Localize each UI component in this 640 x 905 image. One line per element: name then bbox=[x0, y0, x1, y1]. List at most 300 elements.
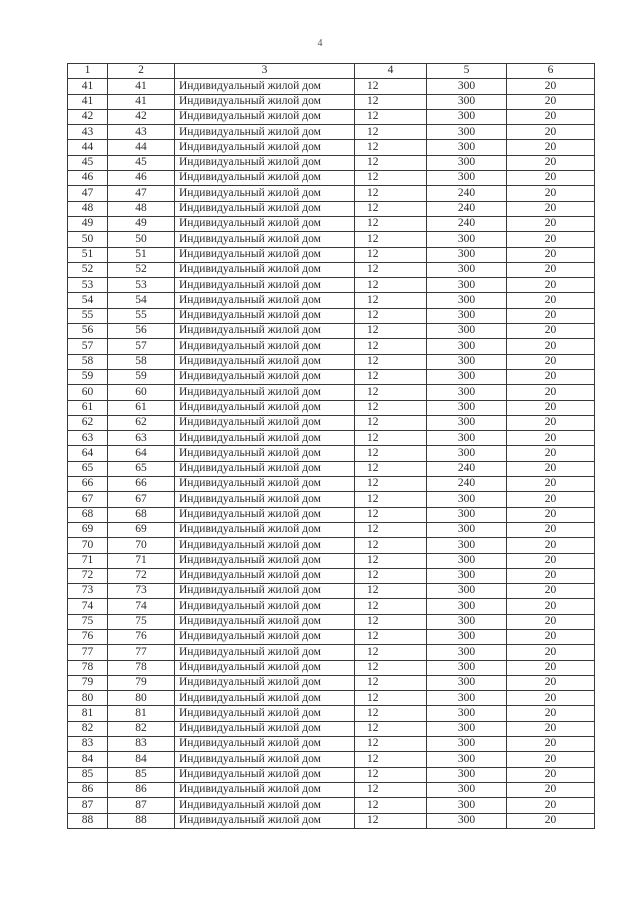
table-row bbox=[68, 461, 595, 476]
cell-col-1: 60 bbox=[68, 385, 108, 400]
cell-col-1: 59 bbox=[68, 369, 108, 384]
cell-col-1: 67 bbox=[68, 492, 108, 507]
table-row bbox=[68, 614, 595, 629]
cell-col-6: 20 bbox=[507, 369, 595, 384]
cell-col-2: 81 bbox=[108, 706, 175, 721]
cell-col-5: 300 bbox=[427, 782, 507, 797]
cell-col-3: Индивидуальный жилой дом bbox=[175, 155, 355, 170]
cell-col-2: 86 bbox=[108, 782, 175, 797]
cell-col-5: 300 bbox=[427, 339, 507, 354]
cell-col-6: 20 bbox=[507, 538, 595, 553]
cell-col-1: 45 bbox=[68, 155, 108, 170]
cell-col-3: Индивидуальный жилой дом bbox=[175, 186, 355, 201]
cell-col-1: 53 bbox=[68, 278, 108, 293]
cell-col-6: 20 bbox=[507, 522, 595, 537]
cell-col-1: 49 bbox=[68, 216, 108, 231]
table-row bbox=[68, 507, 595, 522]
cell-col-3: Индивидуальный жилой дом bbox=[175, 798, 355, 813]
table-row bbox=[68, 369, 595, 384]
cell-col-4: 12 bbox=[355, 155, 427, 170]
cell-col-6: 20 bbox=[507, 125, 595, 140]
cell-col-4: 12 bbox=[355, 201, 427, 216]
table-row bbox=[68, 522, 595, 537]
cell-col-6: 20 bbox=[507, 247, 595, 262]
cell-col-1: 42 bbox=[68, 109, 108, 124]
cell-col-1: 70 bbox=[68, 538, 108, 553]
cell-col-6: 20 bbox=[507, 324, 595, 339]
cell-col-2: 73 bbox=[108, 584, 175, 599]
cell-col-2: 85 bbox=[108, 767, 175, 782]
header-row bbox=[68, 64, 595, 79]
cell-col-6: 20 bbox=[507, 431, 595, 446]
cell-col-1: 71 bbox=[68, 553, 108, 568]
cell-col-4: 12 bbox=[355, 507, 427, 522]
cell-col-5: 300 bbox=[427, 369, 507, 384]
cell-col-3: Индивидуальный жилой дом bbox=[175, 706, 355, 721]
cell-col-5: 300 bbox=[427, 737, 507, 752]
table-body bbox=[68, 79, 595, 829]
table-row bbox=[68, 431, 595, 446]
table-row bbox=[68, 324, 595, 339]
cell-col-6: 20 bbox=[507, 109, 595, 124]
cell-col-5: 300 bbox=[427, 767, 507, 782]
cell-col-1: 88 bbox=[68, 813, 108, 828]
cell-col-1: 54 bbox=[68, 293, 108, 308]
cell-col-4: 12 bbox=[355, 278, 427, 293]
cell-col-2: 51 bbox=[108, 247, 175, 262]
cell-col-1: 73 bbox=[68, 584, 108, 599]
cell-col-5: 300 bbox=[427, 553, 507, 568]
cell-col-4: 12 bbox=[355, 400, 427, 415]
table-row bbox=[68, 415, 595, 430]
cell-col-6: 20 bbox=[507, 645, 595, 660]
cell-col-2: 77 bbox=[108, 645, 175, 660]
cell-col-3: Индивидуальный жилой дом bbox=[175, 553, 355, 568]
cell-col-3: Индивидуальный жилой дом bbox=[175, 247, 355, 262]
cell-col-4: 12 bbox=[355, 385, 427, 400]
cell-col-1: 64 bbox=[68, 446, 108, 461]
cell-col-4: 12 bbox=[355, 706, 427, 721]
cell-col-3: Индивидуальный жилой дом bbox=[175, 216, 355, 231]
table-row bbox=[68, 721, 595, 736]
table-row bbox=[68, 813, 595, 828]
table-row bbox=[68, 446, 595, 461]
cell-col-2: 78 bbox=[108, 660, 175, 675]
table-row bbox=[68, 339, 595, 354]
cell-col-2: 61 bbox=[108, 400, 175, 415]
cell-col-1: 72 bbox=[68, 568, 108, 583]
cell-col-1: 87 bbox=[68, 798, 108, 813]
cell-col-4: 12 bbox=[355, 446, 427, 461]
column-header-6: 6 bbox=[507, 64, 595, 79]
cell-col-4: 12 bbox=[355, 94, 427, 109]
cell-col-4: 12 bbox=[355, 538, 427, 553]
cell-col-6: 20 bbox=[507, 477, 595, 492]
table-row bbox=[68, 767, 595, 782]
cell-col-4: 12 bbox=[355, 109, 427, 124]
cell-col-3: Индивидуальный жилой дом bbox=[175, 171, 355, 186]
cell-col-1: 76 bbox=[68, 629, 108, 644]
cell-col-4: 12 bbox=[355, 186, 427, 201]
cell-col-4: 12 bbox=[355, 79, 427, 94]
cell-col-3: Индивидуальный жилой дом bbox=[175, 782, 355, 797]
cell-col-4: 12 bbox=[355, 262, 427, 277]
cell-col-4: 12 bbox=[355, 584, 427, 599]
cell-col-5: 300 bbox=[427, 629, 507, 644]
table-row bbox=[68, 140, 595, 155]
cell-col-1: 47 bbox=[68, 186, 108, 201]
cell-col-3: Индивидуальный жилой дом bbox=[175, 94, 355, 109]
cell-col-1: 75 bbox=[68, 614, 108, 629]
cell-col-1: 84 bbox=[68, 752, 108, 767]
cell-col-6: 20 bbox=[507, 767, 595, 782]
cell-col-6: 20 bbox=[507, 278, 595, 293]
cell-col-3: Индивидуальный жилой дом bbox=[175, 584, 355, 599]
cell-col-4: 12 bbox=[355, 767, 427, 782]
cell-col-2: 68 bbox=[108, 507, 175, 522]
table-row bbox=[68, 232, 595, 247]
cell-col-3: Индивидуальный жилой дом bbox=[175, 140, 355, 155]
cell-col-4: 12 bbox=[355, 247, 427, 262]
cell-col-3: Индивидуальный жилой дом bbox=[175, 767, 355, 782]
table-row bbox=[68, 660, 595, 675]
cell-col-4: 12 bbox=[355, 813, 427, 828]
cell-col-2: 56 bbox=[108, 324, 175, 339]
cell-col-2: 72 bbox=[108, 568, 175, 583]
cell-col-3: Индивидуальный жилой дом bbox=[175, 752, 355, 767]
table-row bbox=[68, 293, 595, 308]
cell-col-3: Индивидуальный жилой дом bbox=[175, 599, 355, 614]
table-row bbox=[68, 79, 595, 94]
cell-col-6: 20 bbox=[507, 155, 595, 170]
cell-col-1: 51 bbox=[68, 247, 108, 262]
cell-col-2: 70 bbox=[108, 538, 175, 553]
column-header-1: 1 bbox=[68, 64, 108, 79]
cell-col-2: 59 bbox=[108, 369, 175, 384]
cell-col-6: 20 bbox=[507, 492, 595, 507]
cell-col-6: 20 bbox=[507, 415, 595, 430]
table-row bbox=[68, 675, 595, 690]
cell-col-3: Индивидуальный жилой дом bbox=[175, 675, 355, 690]
cell-col-4: 12 bbox=[355, 171, 427, 186]
cell-col-3: Индивидуальный жилой дом bbox=[175, 721, 355, 736]
table-row bbox=[68, 584, 595, 599]
cell-col-3: Индивидуальный жилой дом bbox=[175, 629, 355, 644]
cell-col-1: 82 bbox=[68, 721, 108, 736]
cell-col-5: 300 bbox=[427, 125, 507, 140]
column-header-4: 4 bbox=[355, 64, 427, 79]
cell-col-2: 49 bbox=[108, 216, 175, 231]
cell-col-2: 63 bbox=[108, 431, 175, 446]
cell-col-4: 12 bbox=[355, 660, 427, 675]
cell-col-4: 12 bbox=[355, 125, 427, 140]
cell-col-5: 300 bbox=[427, 691, 507, 706]
cell-col-6: 20 bbox=[507, 446, 595, 461]
cell-col-4: 12 bbox=[355, 308, 427, 323]
cell-col-2: 75 bbox=[108, 614, 175, 629]
cell-col-4: 12 bbox=[355, 339, 427, 354]
cell-col-2: 65 bbox=[108, 461, 175, 476]
cell-col-1: 74 bbox=[68, 599, 108, 614]
cell-col-1: 43 bbox=[68, 125, 108, 140]
cell-col-4: 12 bbox=[355, 293, 427, 308]
cell-col-3: Индивидуальный жилой дом bbox=[175, 278, 355, 293]
cell-col-4: 12 bbox=[355, 568, 427, 583]
cell-col-5: 300 bbox=[427, 308, 507, 323]
table-row bbox=[68, 645, 595, 660]
cell-col-5: 300 bbox=[427, 94, 507, 109]
cell-col-6: 20 bbox=[507, 568, 595, 583]
cell-col-2: 71 bbox=[108, 553, 175, 568]
cell-col-1: 56 bbox=[68, 324, 108, 339]
cell-col-5: 300 bbox=[427, 675, 507, 690]
cell-col-6: 20 bbox=[507, 507, 595, 522]
cell-col-2: 80 bbox=[108, 691, 175, 706]
cell-col-3: Индивидуальный жилой дом bbox=[175, 262, 355, 277]
cell-col-2: 60 bbox=[108, 385, 175, 400]
cell-col-5: 300 bbox=[427, 400, 507, 415]
cell-col-4: 12 bbox=[355, 140, 427, 155]
cell-col-6: 20 bbox=[507, 691, 595, 706]
table-row bbox=[68, 492, 595, 507]
cell-col-5: 300 bbox=[427, 706, 507, 721]
cell-col-4: 12 bbox=[355, 354, 427, 369]
cell-col-5: 300 bbox=[427, 507, 507, 522]
cell-col-6: 20 bbox=[507, 308, 595, 323]
cell-col-1: 85 bbox=[68, 767, 108, 782]
cell-col-1: 83 bbox=[68, 737, 108, 752]
column-header-5: 5 bbox=[427, 64, 507, 79]
cell-col-3: Индивидуальный жилой дом bbox=[175, 339, 355, 354]
cell-col-2: 76 bbox=[108, 629, 175, 644]
table-row bbox=[68, 201, 595, 216]
cell-col-5: 300 bbox=[427, 262, 507, 277]
cell-col-6: 20 bbox=[507, 706, 595, 721]
table-row bbox=[68, 538, 595, 553]
cell-col-4: 12 bbox=[355, 599, 427, 614]
cell-col-3: Индивидуальный жилой дом bbox=[175, 431, 355, 446]
cell-col-5: 240 bbox=[427, 186, 507, 201]
cell-col-6: 20 bbox=[507, 354, 595, 369]
cell-col-5: 300 bbox=[427, 599, 507, 614]
cell-col-3: Индивидуальный жилой дом bbox=[175, 125, 355, 140]
cell-col-2: 82 bbox=[108, 721, 175, 736]
cell-col-4: 12 bbox=[355, 232, 427, 247]
cell-col-1: 41 bbox=[68, 94, 108, 109]
cell-col-2: 69 bbox=[108, 522, 175, 537]
cell-col-3: Индивидуальный жилой дом bbox=[175, 446, 355, 461]
cell-col-5: 300 bbox=[427, 721, 507, 736]
cell-col-5: 300 bbox=[427, 752, 507, 767]
table-row bbox=[68, 125, 595, 140]
cell-col-5: 300 bbox=[427, 431, 507, 446]
cell-col-5: 300 bbox=[427, 568, 507, 583]
cell-col-3: Индивидуальный жилой дом bbox=[175, 614, 355, 629]
cell-col-3: Индивидуальный жилой дом bbox=[175, 507, 355, 522]
table-row bbox=[68, 385, 595, 400]
cell-col-1: 78 bbox=[68, 660, 108, 675]
cell-col-5: 300 bbox=[427, 155, 507, 170]
cell-col-6: 20 bbox=[507, 293, 595, 308]
cell-col-2: 44 bbox=[108, 140, 175, 155]
cell-col-6: 20 bbox=[507, 94, 595, 109]
cell-col-2: 41 bbox=[108, 94, 175, 109]
cell-col-2: 57 bbox=[108, 339, 175, 354]
cell-col-3: Индивидуальный жилой дом bbox=[175, 79, 355, 94]
cell-col-4: 12 bbox=[355, 721, 427, 736]
cell-col-4: 12 bbox=[355, 629, 427, 644]
data-table bbox=[67, 63, 595, 829]
cell-col-3: Индивидуальный жилой дом bbox=[175, 522, 355, 537]
cell-col-1: 41 bbox=[68, 79, 108, 94]
column-header-2: 2 bbox=[108, 64, 175, 79]
table-row bbox=[68, 94, 595, 109]
cell-col-2: 88 bbox=[108, 813, 175, 828]
cell-col-6: 20 bbox=[507, 262, 595, 277]
cell-col-3: Индивидуальный жилой дом bbox=[175, 813, 355, 828]
cell-col-2: 74 bbox=[108, 599, 175, 614]
cell-col-2: 62 bbox=[108, 415, 175, 430]
cell-col-1: 48 bbox=[68, 201, 108, 216]
cell-col-6: 20 bbox=[507, 232, 595, 247]
cell-col-4: 12 bbox=[355, 752, 427, 767]
table-row bbox=[68, 278, 595, 293]
cell-col-6: 20 bbox=[507, 614, 595, 629]
cell-col-1: 86 bbox=[68, 782, 108, 797]
cell-col-5: 240 bbox=[427, 477, 507, 492]
cell-col-6: 20 bbox=[507, 400, 595, 415]
cell-col-5: 300 bbox=[427, 324, 507, 339]
cell-col-5: 300 bbox=[427, 278, 507, 293]
cell-col-1: 80 bbox=[68, 691, 108, 706]
cell-col-6: 20 bbox=[507, 752, 595, 767]
cell-col-2: 83 bbox=[108, 737, 175, 752]
cell-col-1: 69 bbox=[68, 522, 108, 537]
cell-col-5: 300 bbox=[427, 293, 507, 308]
cell-col-5: 300 bbox=[427, 522, 507, 537]
table-row bbox=[68, 629, 595, 644]
cell-col-1: 66 bbox=[68, 477, 108, 492]
cell-col-2: 79 bbox=[108, 675, 175, 690]
cell-col-6: 20 bbox=[507, 798, 595, 813]
cell-col-1: 63 bbox=[68, 431, 108, 446]
cell-col-3: Индивидуальный жилой дом bbox=[175, 568, 355, 583]
page-number: 4 bbox=[317, 38, 323, 49]
cell-col-2: 42 bbox=[108, 109, 175, 124]
cell-col-6: 20 bbox=[507, 737, 595, 752]
cell-col-3: Индивидуальный жилой дом bbox=[175, 324, 355, 339]
cell-col-2: 47 bbox=[108, 186, 175, 201]
cell-col-2: 52 bbox=[108, 262, 175, 277]
cell-col-5: 240 bbox=[427, 216, 507, 231]
cell-col-6: 20 bbox=[507, 461, 595, 476]
cell-col-6: 20 bbox=[507, 599, 595, 614]
cell-col-6: 20 bbox=[507, 660, 595, 675]
table-row bbox=[68, 553, 595, 568]
column-header-3: 3 bbox=[175, 64, 355, 79]
cell-col-6: 20 bbox=[507, 171, 595, 186]
cell-col-5: 300 bbox=[427, 232, 507, 247]
cell-col-4: 12 bbox=[355, 477, 427, 492]
cell-col-6: 20 bbox=[507, 629, 595, 644]
table-row bbox=[68, 186, 595, 201]
cell-col-6: 20 bbox=[507, 675, 595, 690]
cell-col-1: 79 bbox=[68, 675, 108, 690]
table-row bbox=[68, 599, 595, 614]
cell-col-4: 12 bbox=[355, 691, 427, 706]
table-row bbox=[68, 247, 595, 262]
cell-col-1: 68 bbox=[68, 507, 108, 522]
cell-col-5: 300 bbox=[427, 660, 507, 675]
cell-col-2: 53 bbox=[108, 278, 175, 293]
cell-col-5: 300 bbox=[427, 385, 507, 400]
cell-col-1: 81 bbox=[68, 706, 108, 721]
table-row bbox=[68, 782, 595, 797]
cell-col-5: 300 bbox=[427, 584, 507, 599]
cell-col-5: 300 bbox=[427, 446, 507, 461]
cell-col-5: 300 bbox=[427, 247, 507, 262]
cell-col-6: 20 bbox=[507, 201, 595, 216]
cell-col-2: 55 bbox=[108, 308, 175, 323]
cell-col-6: 20 bbox=[507, 140, 595, 155]
cell-col-5: 300 bbox=[427, 492, 507, 507]
cell-col-3: Индивидуальный жилой дом bbox=[175, 400, 355, 415]
cell-col-2: 41 bbox=[108, 79, 175, 94]
cell-col-4: 12 bbox=[355, 645, 427, 660]
cell-col-3: Индивидуальный жилой дом bbox=[175, 492, 355, 507]
cell-col-4: 12 bbox=[355, 369, 427, 384]
cell-col-6: 20 bbox=[507, 339, 595, 354]
table-row bbox=[68, 109, 595, 124]
cell-col-6: 20 bbox=[507, 721, 595, 736]
table-row bbox=[68, 691, 595, 706]
cell-col-1: 77 bbox=[68, 645, 108, 660]
cell-col-2: 84 bbox=[108, 752, 175, 767]
cell-col-3: Индивидуальный жилой дом bbox=[175, 369, 355, 384]
table-row bbox=[68, 752, 595, 767]
cell-col-6: 20 bbox=[507, 553, 595, 568]
cell-col-4: 12 bbox=[355, 553, 427, 568]
cell-col-1: 46 bbox=[68, 171, 108, 186]
cell-col-4: 12 bbox=[355, 324, 427, 339]
cell-col-6: 20 bbox=[507, 186, 595, 201]
cell-col-1: 50 bbox=[68, 232, 108, 247]
cell-col-1: 65 bbox=[68, 461, 108, 476]
cell-col-1: 58 bbox=[68, 354, 108, 369]
cell-col-3: Индивидуальный жилой дом bbox=[175, 109, 355, 124]
cell-col-1: 57 bbox=[68, 339, 108, 354]
cell-col-2: 45 bbox=[108, 155, 175, 170]
cell-col-3: Индивидуальный жилой дом bbox=[175, 660, 355, 675]
cell-col-5: 300 bbox=[427, 79, 507, 94]
table-header bbox=[68, 64, 595, 79]
cell-col-4: 12 bbox=[355, 614, 427, 629]
cell-col-3: Индивидуальный жилой дом bbox=[175, 201, 355, 216]
cell-col-3: Индивидуальный жилой дом bbox=[175, 691, 355, 706]
cell-col-3: Индивидуальный жилой дом bbox=[175, 354, 355, 369]
table-row bbox=[68, 354, 595, 369]
cell-col-4: 12 bbox=[355, 737, 427, 752]
cell-col-3: Индивидуальный жилой дом bbox=[175, 477, 355, 492]
table-row bbox=[68, 477, 595, 492]
cell-col-2: 67 bbox=[108, 492, 175, 507]
cell-col-3: Индивидуальный жилой дом bbox=[175, 293, 355, 308]
cell-col-6: 20 bbox=[507, 782, 595, 797]
cell-col-4: 12 bbox=[355, 415, 427, 430]
table-row bbox=[68, 400, 595, 415]
cell-col-2: 87 bbox=[108, 798, 175, 813]
cell-col-5: 300 bbox=[427, 171, 507, 186]
